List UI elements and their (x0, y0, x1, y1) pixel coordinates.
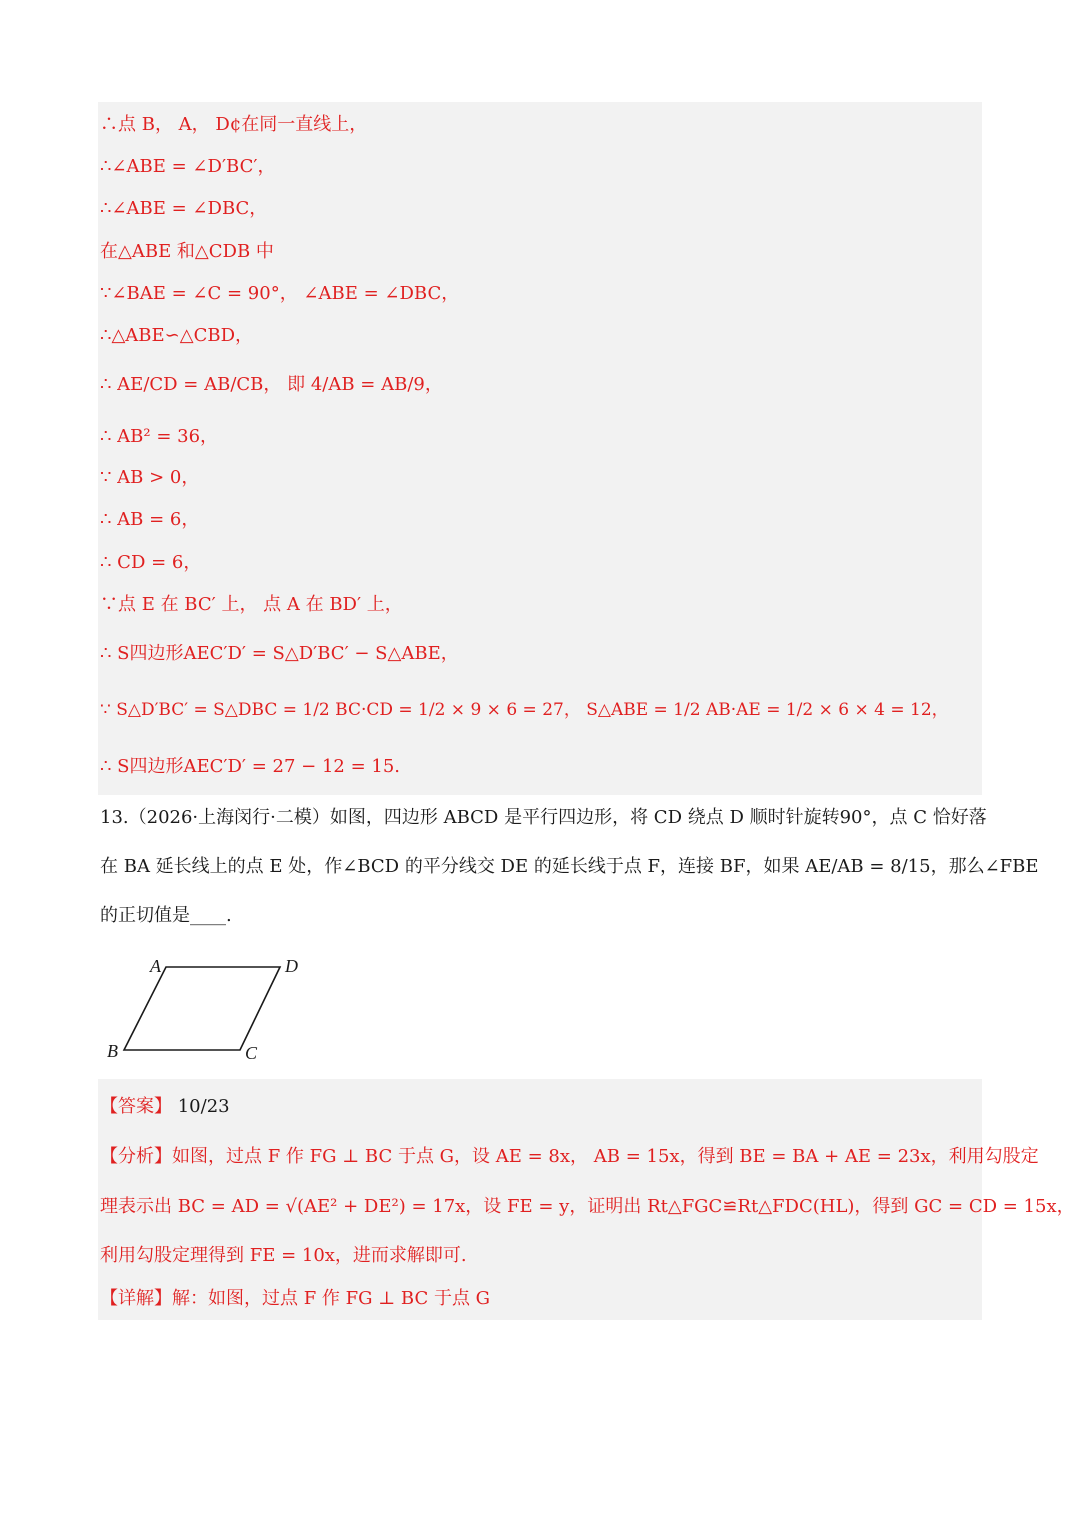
answer-label: 【答案】 (100, 1096, 172, 1117)
solution-line-11: ∴ CD = 6， (100, 552, 202, 573)
answer-line (100, 1098, 230, 1116)
solution-line-12: ∵点 E 在 BC′ 上， 点 A 在 BD′ 上， (100, 594, 403, 615)
solution-line-5: ∵∠BAE = ∠C = 90°， ∠ABE = ∠DBC， (100, 283, 460, 304)
label-a: A (150, 956, 161, 976)
analysis-line-1: 【分析】如图，过点 F 作 FG ⊥ BC 于点 G，设 AE = 8x， AB = 15x，得到 BE = BA + AE = 23x，利用勾股定 (100, 1146, 1039, 1167)
label-b: B (107, 1041, 118, 1061)
answer-value: 10/23 (177, 1096, 230, 1117)
problem-line-2: 在 BA 延长线上的点 E 处，作∠BCD 的平分线交 DE 的延长线于点 F，连接 BF，如果 AE/AB = 8/15，那么∠FBE (100, 856, 1039, 877)
solution-line-9: ∵ AB > 0， (100, 467, 200, 488)
label-c: C (245, 1043, 258, 1063)
solution-line-10: ∴ AB = 6， (100, 509, 200, 530)
solution-line-7: ∴ AE/CD = AB/CB， 即 4/AB = AB/9， (100, 374, 443, 395)
solution-line-15: ∴ S四边形AEC′D′ = 27 − 12 = 15. (100, 756, 401, 777)
solution-line-6: ∴△ABE∽△CBD， (100, 325, 254, 346)
analysis-line-3: 利用勾股定理得到 FE = 10x，进而求解即可. (100, 1245, 467, 1266)
problem-line-3: 的正切值是____. (100, 905, 232, 926)
label-d: D (285, 956, 298, 976)
solution-line-14: ∵ S△D′BC′ = S△DBC = 1/2 BC·CD = 1/2 × 9 × 6 = 27， S△ABE = 1/2 AB·AE = 1/2 × 6 × 4 = 12， (100, 700, 949, 720)
solution-line-4: 在△ABE 和△CDB 中 (100, 241, 274, 262)
solution-line-8: ∴ AB² = 36， (100, 426, 219, 447)
detail-label: 【详解】 (100, 1288, 172, 1309)
detail-line: 【详解】解：如图，过点 F 作 FG ⊥ BC 于点 G (100, 1288, 491, 1309)
parallelogram-figure (100, 950, 320, 1065)
analysis-label: 【分析】 (100, 1146, 172, 1167)
solution-line-13: ∴ S四边形AEC′D′ = S△D′BC′ − S△ABE， (100, 643, 459, 664)
analysis-line-2: 理表示出 BC = AD = √(AE² + DE²) = 17x，设 FE = y，证明出 Rt△FGC≌Rt△FDC(HL)，得到 GC = CD = 15x， (100, 1196, 1075, 1217)
solution-line-1: ∴点 B， A， D¢在同一直线上， (100, 114, 368, 135)
solution-line-2: ∴∠ABE = ∠D′BC′， (100, 156, 276, 177)
solution-line-3: ∴∠ABE = ∠DBC， (100, 198, 268, 219)
parallelogram-abcd (124, 967, 280, 1050)
problem-line-1: 13.（2026·上海闵行·二模）如图，四边形 ABCD 是平行四边形，将 CD 绕点 D 顺时针旋转90°，点 C 恰好落 (100, 807, 987, 828)
